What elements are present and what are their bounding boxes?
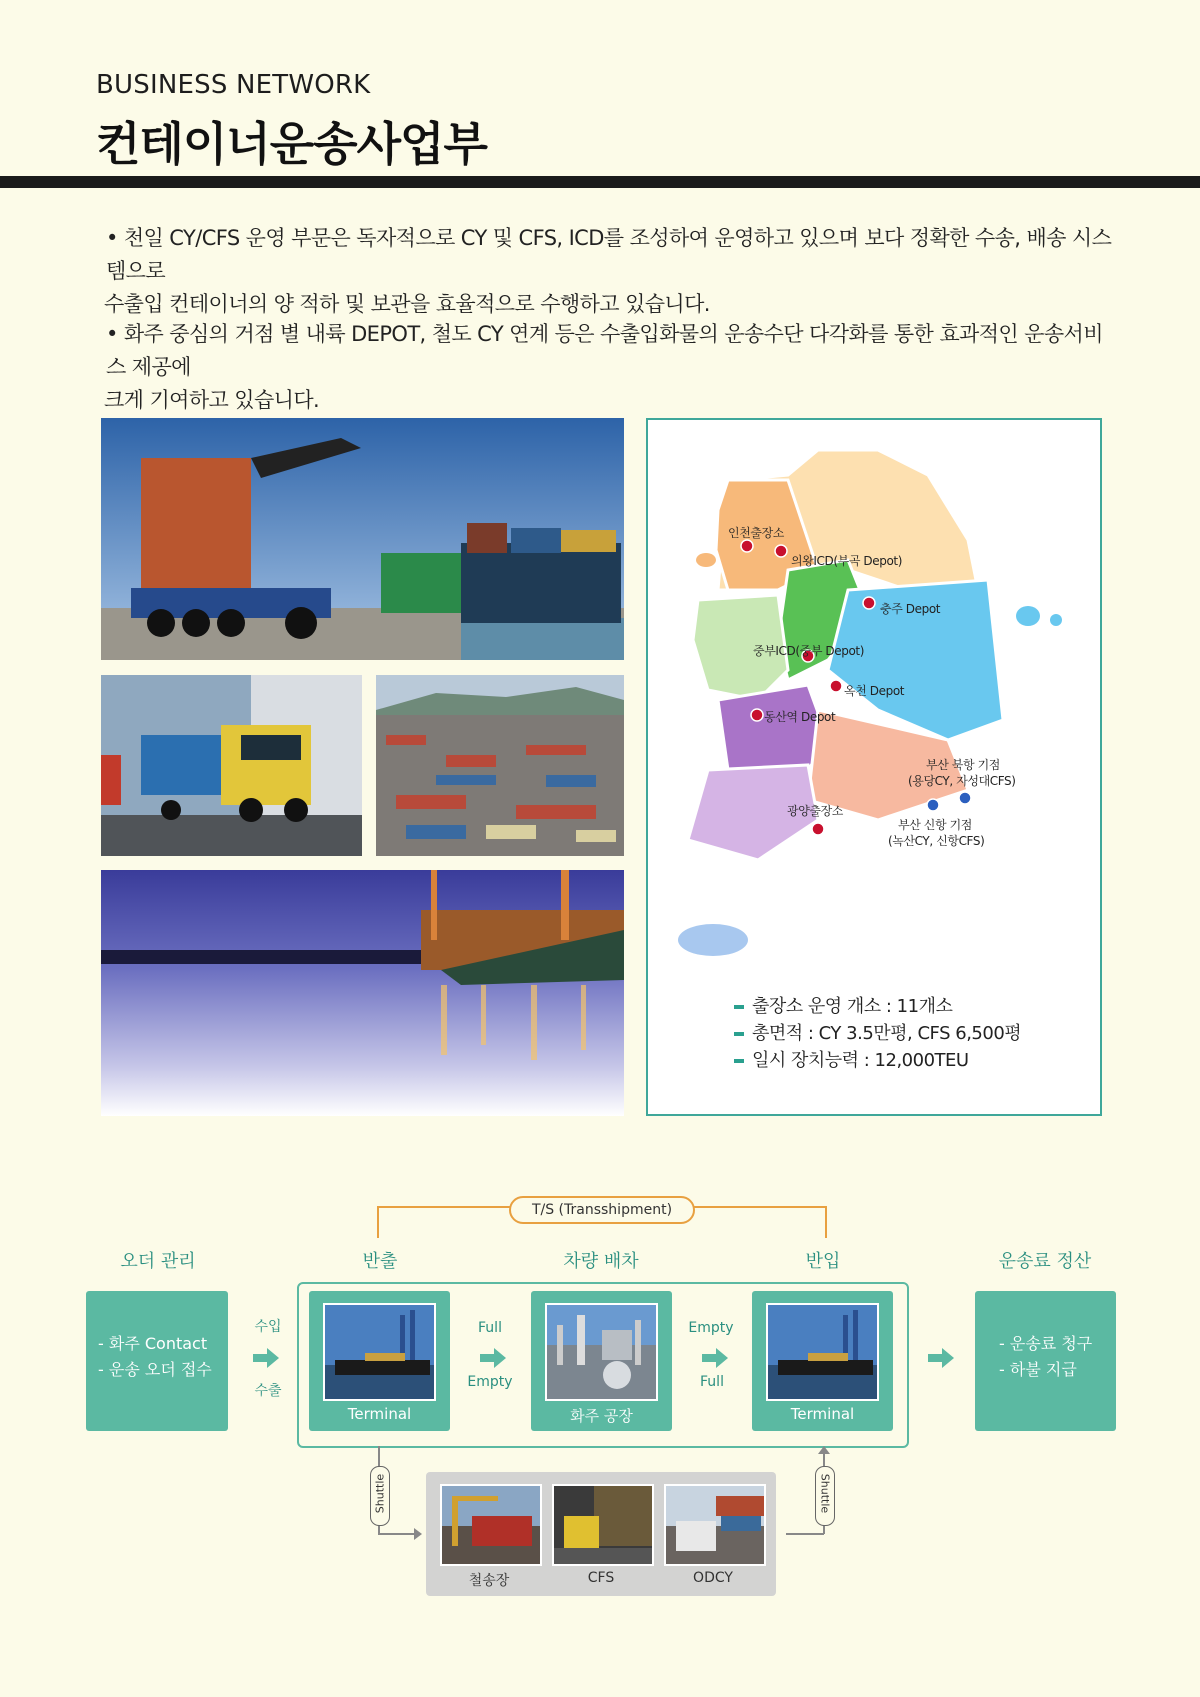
stat-branch-count: 출장소 운영 개소 : 11개소 [734,992,952,1018]
photo-reach-stacker [101,418,624,660]
map-jeju-island [678,924,748,956]
settle-item-1: - 운송료 청구 [999,1334,1093,1353]
terminal-out-image [323,1303,436,1401]
arrow2-top-label: Full [478,1320,502,1336]
shuttle-right-pill [815,1466,835,1526]
map-marker-incheon [741,540,753,552]
map-ulleung-island [1016,606,1040,626]
flow-head-out: 반출 [362,1251,398,1272]
cfs-image [552,1484,654,1566]
map-label-busan-new-1: 부산 신항 기점 [898,818,972,832]
depot-sub-box [426,1472,776,1596]
map-label-gwangyang: 광양출장소 [787,804,843,818]
shuttle-left-hline [378,1533,416,1535]
arrow1-bar [253,1354,267,1362]
shuttle-right-arrow-icon [818,1446,830,1454]
stat-total-area: 총면적 : CY 3.5만평, CFS 6,500평 [734,1019,1021,1045]
odcy-image [664,1484,766,1566]
flow-head-settle: 운송료 정산 [998,1251,1092,1272]
shuttle-right-hline [786,1533,824,1535]
terminal-out-label: Terminal [347,1405,412,1423]
terminal-in-box [752,1291,893,1431]
arrow3-bottom-label: Full [700,1374,724,1390]
arrow2-head-icon [494,1348,506,1368]
terminal-out-box [309,1291,450,1431]
ts-label: T/S (Transshipment) [509,1196,695,1224]
arrow3-head-icon [716,1348,728,1368]
arrow1-bottom-label: 수출 [254,1383,282,1399]
arrow1-head-icon [267,1348,279,1368]
intro-p1-line2: 수출입 컨테이너의 양 적하 및 보관을 효율적으로 수행하고 있습니다. [104,292,710,316]
map-label-jungbu: 중부ICD(중부 Depot) [753,644,864,658]
map-label-incheon: 인천출장소 [728,526,784,540]
shuttle-right-label: Shuttle [818,1473,832,1514]
map-ganghwa-island [696,553,716,567]
arrow3-top-label: Empty [688,1320,734,1336]
map-marker-uiwang [775,545,787,557]
stat-storage-capacity: 일시 장치능력 : 12,000TEU [734,1046,969,1072]
sub-label-rail: 철송장 [468,1573,510,1589]
flow-head-in: 반입 [805,1251,841,1272]
factory-label: 화주 공장 [570,1407,633,1425]
map-marker-gwangyang [812,823,824,835]
rail-yard-image [440,1484,542,1566]
intro-paragraph-1 [106,222,1116,321]
intro-p2-line2: 크게 기여하고 있습니다. [104,388,320,412]
map-marker-dongsan [751,709,763,721]
page-title: 컨테이너운송사업부 [96,117,487,171]
map-label-busan-new-2: (녹산CY, 신항CFS) [888,834,985,848]
map-label-chungju: 충주 Depot [880,602,941,616]
arrow2-bar [480,1354,494,1362]
photo-container-port [376,675,624,856]
shuttle-left-arrow-icon [414,1528,422,1540]
terminal-in-image [766,1303,879,1401]
arrow3-bar [702,1354,716,1362]
map-marker-busan-new [927,799,939,811]
settle-item-2: - 하불 지급 [999,1360,1077,1379]
map-label-dongsan: 동산역 Depot [764,710,836,724]
photo-night-harbor [101,870,624,1116]
map-label-uiwang: 의왕ICD(부곡 Depot) [791,554,902,568]
map-label-okcheon: 옥천 Depot [844,684,905,698]
shuttle-left-label: Shuttle [373,1473,387,1514]
intro-p2-line1: • 화주 중심의 거점 별 내륙 DEPOT, 철도 CY 연계 등은 수출입화물의 운송수단 다각화를 통한 효과적인 운송서비스 제공에 [106,322,1103,379]
photo-truck [101,675,362,856]
intro-p1-line1: • 천일 CY/CFS 운영 부문은 독자적으로 CY 및 CFS, ICD를 조성하여 운영하고 있으며 보다 정확한 수송, 배송 시스템으로 [106,226,1112,283]
factory-image [545,1303,658,1401]
map-marker-okcheon [830,680,842,692]
section-subtitle: BUSINESS NETWORK [96,70,371,100]
intro-paragraph-2 [106,318,1116,417]
map-marker-busan-north [959,792,971,804]
settle-box [975,1291,1116,1431]
order-box [86,1291,228,1431]
sub-label-odcy: ODCY [693,1570,733,1586]
order-item-2: - 운송 오더 접수 [98,1360,212,1379]
arrow4-head-icon [942,1348,954,1368]
arrow1-top-label: 수입 [254,1319,282,1335]
order-item-1: - 화주 Contact [98,1334,208,1353]
map-marker-chungju [863,597,875,609]
arrow4-bar [928,1354,942,1362]
arrow2-bottom-label: Empty [467,1374,513,1390]
factory-box [531,1291,672,1431]
sub-label-cfs: CFS [587,1570,615,1586]
map-dokdo-island [1050,614,1062,626]
flow-head-order: 오더 관리 [120,1251,196,1272]
terminal-in-label: Terminal [790,1405,855,1423]
header-divider [0,176,1200,188]
shuttle-left-pill [370,1466,390,1526]
map-label-busan-north-2: (용당CY, 자성대CFS) [908,774,1016,788]
map-label-busan-north-1: 부산 북항 기점 [926,758,1000,772]
flow-head-dispatch: 차량 배차 [563,1251,639,1272]
